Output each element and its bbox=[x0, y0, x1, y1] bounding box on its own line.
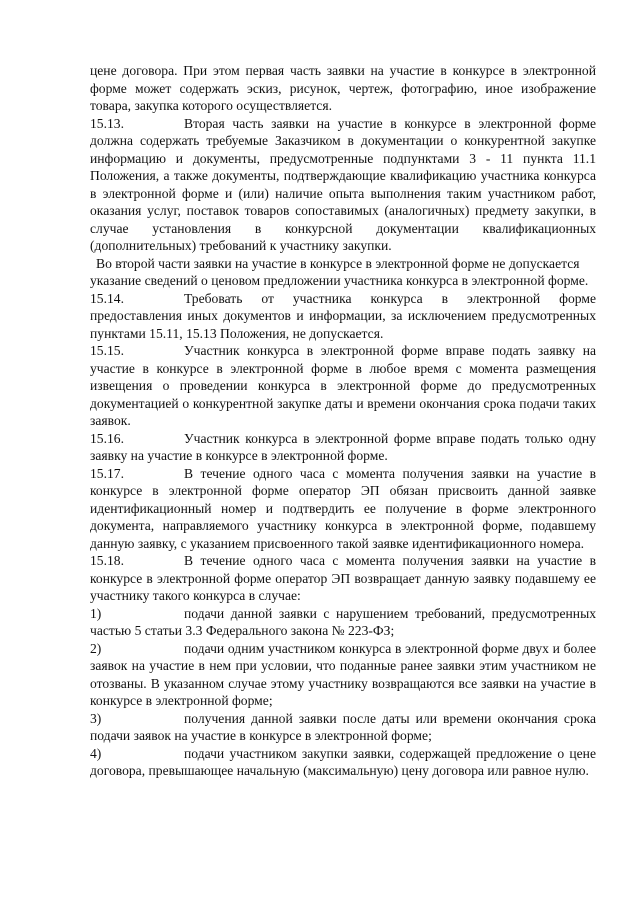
clause-number: 15.18. bbox=[90, 553, 124, 568]
list-text: подачи одним участником конкурса в электронной форме двух и более заявок на участие в нем при условии, что поданные ранее заявки этим участником не отозваны. В указанном случае этому участнику возвращаются все заявки на участие в конкурсе в электронной форме; bbox=[90, 640, 596, 708]
list-text: подачи участником закупки заявки, содержащей предложение о цене договора, превышающее начальную (максимальную) цену договора или равное нулю. bbox=[90, 745, 596, 778]
clause-text: В течение одного часа с момента получения заявки на участие в конкурсе в электронной форме оператор ЭП обязан присвоить данной заявке идентификационный номер и подтвердить ее получение в форме электронного документа, направляемого участнику конкурса в электронной форме, подавшему данную заявку, с указанием присвоенного такой заявке идентификационного номера. bbox=[90, 465, 596, 551]
clause-number: 15.13. bbox=[90, 115, 124, 131]
paragraph-15-13-note: Во второй части заявки на участие в конкурсе в электронной форме не допускается указание сведений о ценовом предложении участника конкурса в электронной форме. bbox=[90, 255, 589, 288]
list-number: 1) bbox=[90, 605, 102, 621]
paragraph-15-17 bbox=[90, 465, 596, 553]
clause-number: 15.17. bbox=[90, 465, 124, 481]
list-number: 4) bbox=[90, 745, 102, 761]
list-text: подачи данной заявки с нарушением требований, предусмотренных частью 5 статьи 3.3 Федерального закона № 223-ФЗ; bbox=[90, 605, 596, 638]
list-item-3 bbox=[90, 710, 596, 745]
clause-number: 15.15. bbox=[90, 343, 124, 358]
list-item-2 bbox=[90, 640, 596, 710]
clause-text: Вторая часть заявки на участие в конкурсе в электронной форме должна содержать требуемые Заказчиком в документации о конкурентной закупке информацию и документы, предусмотренные подпунктами 3 - 11 пункта 11.1 Положения, а также документы, подтверждающие квалификацию участника конкурса в электронной форме и (или) наличие опыта выполнения таким участником работ, оказания услуг, поставок товаров сопоставимых (аналогичных) предмету закупки, в случае установления в конкурсной документации квалификационных (дополнительных) требований к участнику закупки. bbox=[90, 115, 596, 253]
list-item-4 bbox=[90, 745, 596, 780]
paragraph-15-18 bbox=[90, 552, 596, 605]
document-page bbox=[90, 62, 596, 780]
paragraph-15-13 bbox=[90, 115, 596, 255]
clause-number: 15.16. bbox=[90, 430, 124, 446]
clause-text: Требовать от участника конкурса в электронной форме предоставления иных документов и информации, за исключением предусмотренных пунктами 15.11, 15.13 Положения, не допускается. bbox=[90, 290, 596, 341]
clause-text: Участник конкурса в электронной форме вправе подать только одну заявку на участие в конкурсе в электронной форме. bbox=[90, 430, 596, 463]
clause-text: Участник конкурса в электронной форме вправе подать заявку на участие в конкурсе в электронной форме в любое время с момента размещения извещения о проведении конкурса в электронной форме до предусмотренных документацией о конкурентной закупке даты и времени окончания срока подачи таких заявок. bbox=[90, 343, 596, 428]
list-item-1 bbox=[90, 605, 596, 640]
paragraph-15-14 bbox=[90, 290, 596, 343]
paragraph-15-16 bbox=[90, 430, 596, 465]
clause-text: В течение одного часа с момента получения заявки на участие в конкурсе в электронной форме оператор ЭП возвращает данную заявку подавшему ее участнику такого конкурса в случае: bbox=[90, 553, 596, 603]
paragraph-15-15 bbox=[90, 342, 596, 430]
list-text: получения данной заявки после даты или времени окончания срока подачи заявок на участие в конкурсе в электронной форме; bbox=[90, 710, 596, 743]
list-number: 2) bbox=[90, 640, 102, 656]
clause-number: 15.14. bbox=[90, 290, 124, 306]
paragraph-15-12-continuation: цене договора. При этом первая часть заявки на участие в конкурсе в электронной форме может содержать эскиз, рисунок, чертеж, фотографию, иное изображение товара, закупка которого осуществляется. bbox=[90, 63, 596, 113]
list-number: 3) bbox=[90, 710, 102, 726]
